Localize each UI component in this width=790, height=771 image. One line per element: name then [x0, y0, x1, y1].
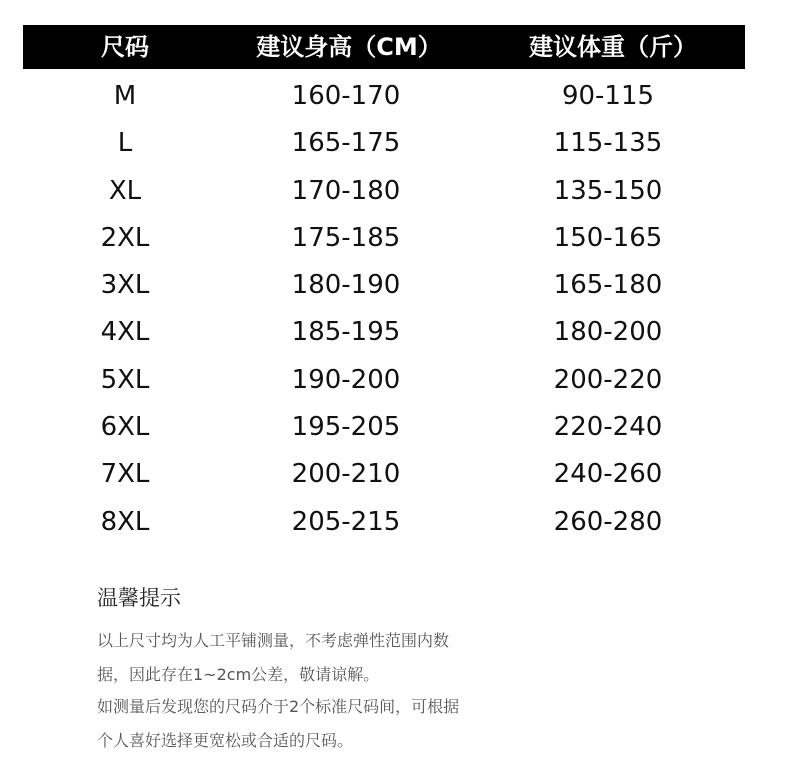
height-cell: 200-210: [291, 459, 401, 490]
table-row: [23, 500, 745, 547]
table-row: [23, 452, 745, 499]
table-row: [23, 263, 745, 310]
tips-line: 据，因此存在1~2cm公差，敬请谅解。: [97, 665, 380, 684]
height-cell: 175-185: [291, 222, 401, 253]
table-row: [23, 74, 745, 121]
header-height: 建议身高（CM）: [256, 33, 442, 61]
size-cell: 2XL: [100, 222, 150, 253]
tips-line: 如测量后发现您的尺码介于2个标准尺码间，可根据: [97, 697, 460, 716]
height-cell: 190-200: [291, 364, 401, 395]
height-cell: 160-170: [291, 81, 401, 111]
height-cell: 185-195: [291, 317, 401, 348]
weight-cell: 115-135: [553, 128, 663, 159]
size-table-header: [23, 25, 745, 69]
weight-cell: 150-165: [553, 222, 663, 253]
weight-cell: 90-115: [561, 81, 655, 111]
size-cell: 6XL: [100, 412, 150, 443]
height-cell: 195-205: [291, 412, 401, 443]
size-cell: M: [113, 81, 137, 111]
table-row: [23, 405, 745, 452]
table-row: [23, 169, 745, 216]
size-cell: 7XL: [100, 459, 150, 490]
height-cell: 180-190: [291, 270, 401, 301]
tips-line: 个人喜好选择更宽松或合适的尺码。: [97, 731, 354, 750]
size-cell: 4XL: [100, 317, 150, 348]
size-cell: 3XL: [100, 270, 150, 301]
height-cell: 205-215: [291, 506, 401, 537]
table-row: [23, 216, 745, 263]
weight-cell: 165-180: [553, 270, 663, 301]
table-row: [23, 310, 745, 357]
weight-cell: 260-280: [553, 506, 663, 537]
size-cell: L: [117, 128, 133, 159]
size-cell: 8XL: [100, 506, 150, 537]
header-size: 尺码: [101, 33, 149, 61]
size-cell: 5XL: [100, 364, 150, 395]
weight-cell: 200-220: [553, 364, 663, 395]
height-cell: 165-175: [291, 128, 401, 159]
size-cell: XL: [108, 175, 142, 206]
weight-cell: 240-260: [553, 459, 663, 490]
table-row: [23, 358, 745, 405]
tips-title: 温馨提示: [97, 586, 181, 610]
tips-line: 以上尺寸均为人工平铺测量，不考虑弹性范围内数: [97, 631, 450, 650]
weight-cell: 180-200: [553, 317, 663, 348]
size-table-body: [23, 74, 745, 547]
header-weight: 建议体重（斤）: [529, 33, 697, 61]
table-row: [23, 121, 745, 168]
height-cell: 170-180: [291, 175, 401, 206]
weight-cell: 135-150: [553, 175, 663, 206]
weight-cell: 220-240: [553, 412, 663, 443]
